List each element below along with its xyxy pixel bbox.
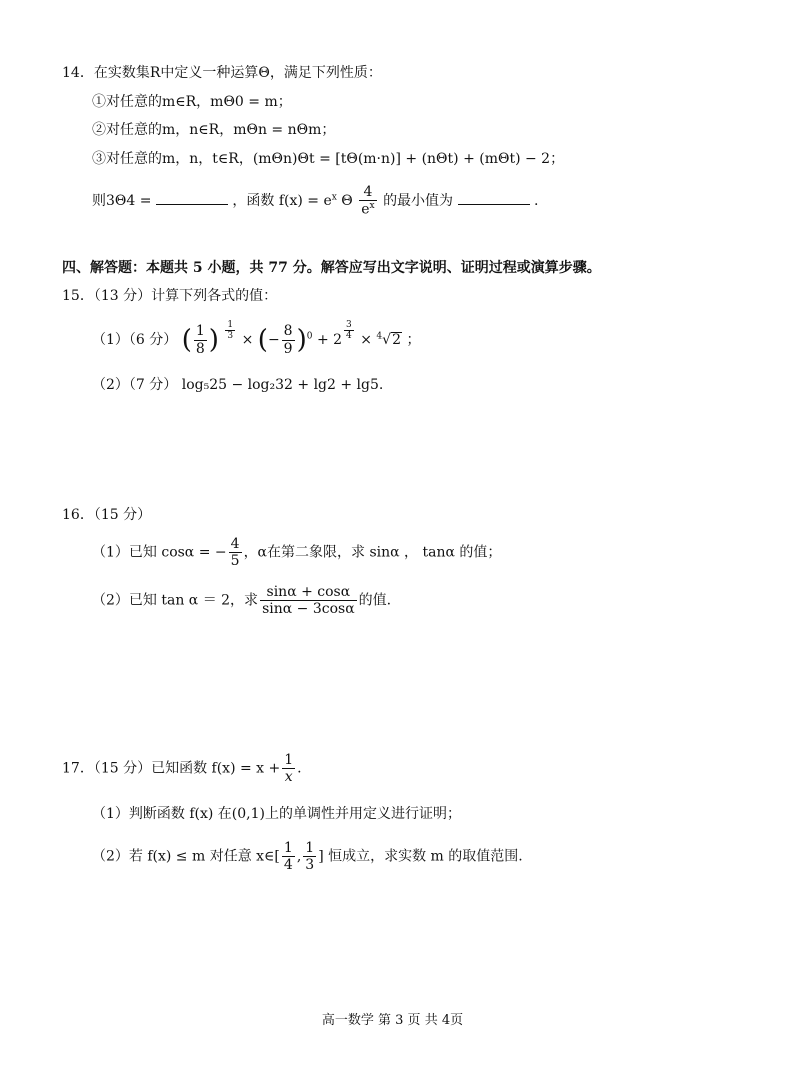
theta-symbol: Θ bbox=[341, 192, 353, 209]
q16-part-2-text-a: （2）已知 tan α ＝ 2，求 bbox=[92, 592, 259, 609]
q16-part-2 bbox=[92, 584, 391, 617]
q17-stem-text-a: 17．（15 分）已知函数 f(x) = x + bbox=[62, 760, 281, 777]
q17-part-2: （2）若 f(x) ≤ m 对任意 x∈[ $\frac{1}{4}$ , $\frac{1}{3}$ ] 恒成立，求实数 m 的取值范围. bbox=[92, 840, 523, 874]
q14-question-end: . bbox=[533, 192, 539, 209]
q15-stem: 15．（13 分）计算下列各式的值： bbox=[62, 288, 278, 304]
fraction-one-quarter: $\frac{1}{4}$ bbox=[283, 840, 293, 874]
q15-part-1: （1）（6 分） ( $\frac{1}{8}$ ) $\frac{1}{3}$ × (− $\frac{8}{9}$ )$^0$ + 2 $\frac{3}{4}$ × $^4$√2 ； bbox=[92, 320, 421, 357]
trig-fraction: $\frac{\sin\alpha + \cos\alpha}{\sin\alpha - 3\cos\alpha}$ bbox=[262, 584, 355, 618]
radicand: 2 bbox=[392, 332, 401, 348]
q16-stem: 16．（15 分） bbox=[62, 507, 152, 523]
q14-question-part-a: 则3Θ4 = bbox=[92, 192, 152, 209]
q17-stem-end: . bbox=[297, 760, 302, 777]
q17-part-1: （1）判断函数 f(x) 在(0,1)上的单调性并用定义进行证明； bbox=[92, 806, 461, 822]
q14-property-1: ①对任意的m∈R，mΘ0 = m； bbox=[92, 94, 292, 110]
q15-part-1-label: （1）（6 分） bbox=[92, 332, 178, 348]
page-footer: 高一数学 第 3 页 共 4页 bbox=[321, 1013, 464, 1028]
fraction-one-eighth: $\frac{1}{8}$ bbox=[195, 323, 205, 357]
q16-part-1-text-b: ，α在第二象限，求 sinα ， tanα 的值； bbox=[243, 544, 502, 561]
exponent-zero: 0 bbox=[306, 331, 313, 342]
q16-part-2-text-b: 的值. bbox=[358, 592, 392, 609]
q15-part-2: （2）（7 分） log₅25 − log₂32 + lg2 + lg5. bbox=[92, 377, 384, 393]
q16-part-1-text-a: （1）已知 cosα = − bbox=[92, 544, 227, 561]
fraction-numerator: 4 bbox=[359, 184, 376, 201]
fraction-four-fifths: $\frac{4}{5}$ bbox=[230, 536, 240, 570]
exponent-three-quarters: $\frac{3}{4}$ bbox=[346, 320, 352, 342]
q16-part-1 bbox=[92, 536, 501, 569]
q14-property-2: ②对任意的m，n∈R，mΘn = nΘm； bbox=[92, 122, 336, 138]
q14-question-part-b: ，函数 f(x) = e bbox=[232, 192, 332, 209]
q17-stem bbox=[62, 752, 302, 785]
q14-stem: 14．在实数集R中定义一种运算Θ，满足下列性质： bbox=[62, 65, 382, 81]
q17-part-2-text-a: （2）若 f(x) ≤ m 对任意 x∈[ bbox=[92, 848, 280, 865]
fraction-eight-ninths: $\frac{8}{9}$ bbox=[283, 323, 293, 357]
q17-part-2-text-b: ] 恒成立，求实数 m 的取值范围. bbox=[318, 848, 523, 865]
exponent-one-third: $\frac{1}{3}$ bbox=[227, 320, 234, 342]
root-index: 4 bbox=[376, 331, 383, 342]
q14-question-part-d: 的最小值为 bbox=[383, 192, 454, 209]
fraction-one-third: $\frac{1}{3}$ bbox=[305, 840, 315, 874]
fraction-denominator: e bbox=[361, 201, 370, 218]
section-4-heading: 四、解答题：本题共 5 小题，共 77 分。解答应写出文字说明、证明过程或演算步骤。 bbox=[62, 260, 601, 276]
q15-part-1-end: ； bbox=[406, 332, 421, 348]
q14-property-3: ③对任意的m，n，t∈R，(mΘn)Θt = [tΘ(m·n)] + (nΘt) + (mΘt) − 2； bbox=[92, 151, 565, 167]
fraction-one-over-x: $\frac{1}{x}$ bbox=[284, 752, 294, 786]
exponent-x: x bbox=[331, 192, 337, 203]
q14-fraction: $\frac{4}{e^x}$ bbox=[361, 184, 375, 218]
answer-blank-2 bbox=[458, 192, 530, 205]
answer-blank-1 bbox=[156, 192, 228, 205]
q14-question bbox=[92, 184, 538, 218]
